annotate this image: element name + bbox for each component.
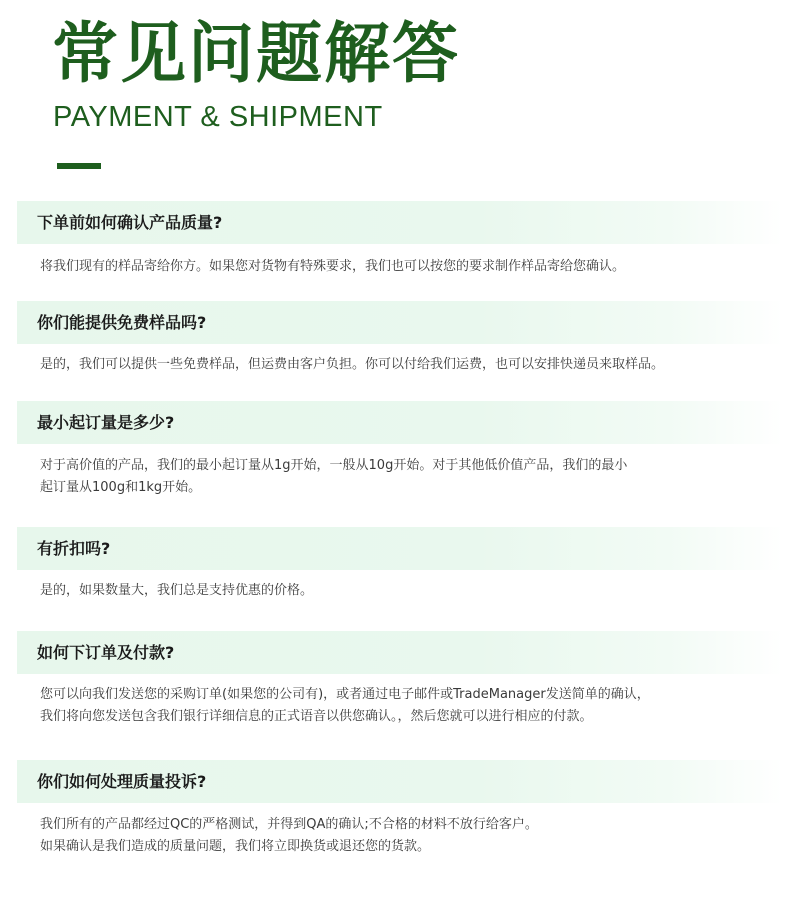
faq-question: 有折扣吗? — [17, 527, 783, 570]
faq-question: 最小起订量是多少? — [17, 401, 783, 444]
faq-question: 你们能提供免费样品吗? — [17, 301, 783, 344]
faq-question: 如何下订单及付款? — [17, 631, 783, 674]
page-title: 常见问题解答 — [52, 15, 460, 92]
faq-answer: 我们所有的产品都经过QC的严格测试，并得到QA的确认;不合格的材料不放行给客户。 如果确认是我们造成的质量问题，我们将立即换货或退还您的货款。 — [40, 817, 538, 854]
faq-question: 下单前如何确认产品质量? — [17, 201, 783, 244]
faq-answer: 您可以向我们发送您的采购订单(如果您的公司有)，或者通过电子邮件或TradeManager发送简单的确认， 我们将向您发送包含我们银行详细信息的正式语音以供您确认。，然后您就可以进行相应的付款。 — [40, 687, 650, 724]
page-subtitle: PAYMENT & SHIPMENT — [53, 101, 383, 133]
faq-answer: 是的，如果数量大，我们总是支持优惠的价格。 — [40, 583, 314, 598]
faq-answer: 将我们现有的样品寄给你方。如果您对货物有特殊要求，我们也可以按您的要求制作样品寄给您确认。 — [40, 259, 626, 274]
title-underline-bar — [57, 163, 101, 169]
faq-answer: 对于高价值的产品，我们的最小起订量从1g开始，一般从10g开始。对于其他低价值产品，我们的最小 起订量从100g和1kg开始。 — [40, 458, 628, 495]
faq-question: 你们如何处理质量投诉? — [17, 760, 783, 803]
faq-answer: 是的，我们可以提供一些免费样品，但运费由客户负担。你可以付给我们运费，也可以安排快递员来取样品。 — [40, 357, 665, 372]
